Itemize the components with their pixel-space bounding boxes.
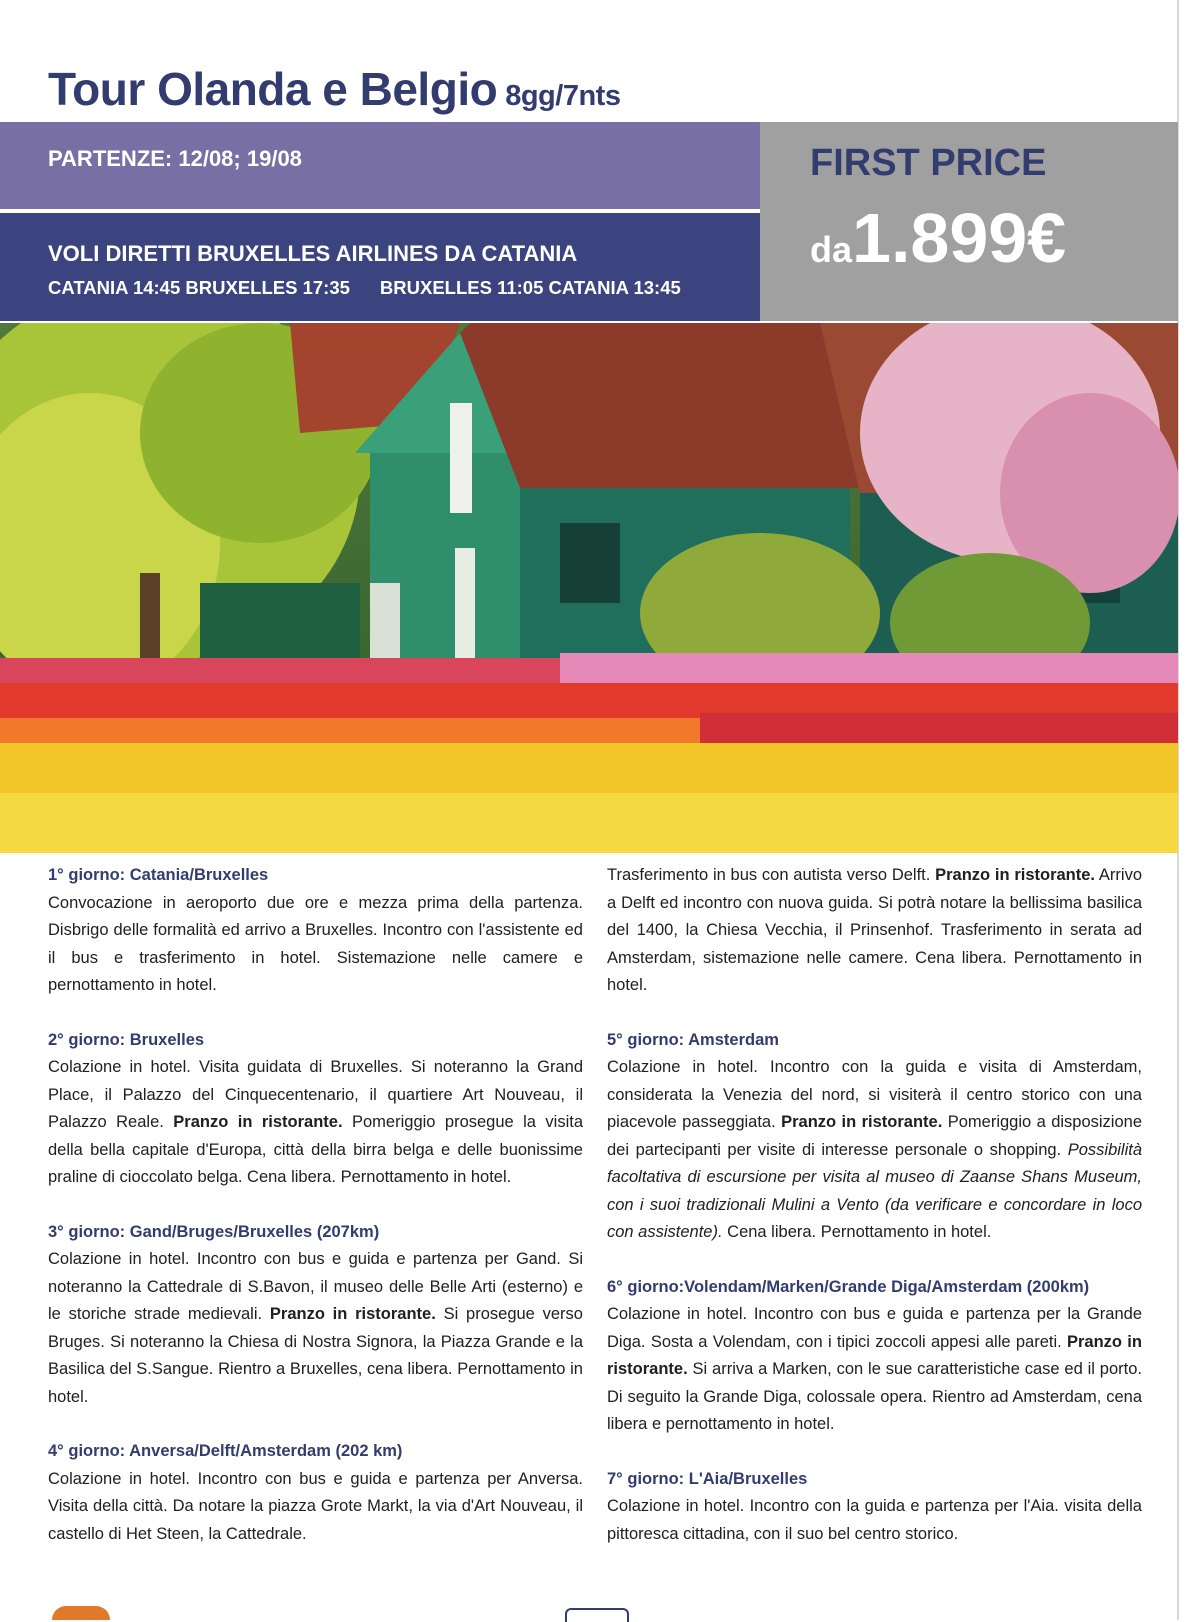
day-7-title: 7° giorno: L'Aia/Bruxelles	[607, 1469, 808, 1488]
day-4-cont-b: Arrivo a Delft ed incontro con nuova guida. Si potrà notare la bellissima basilica del 1400, la Chiesa Vecchia, il Prinsenhof. Trasferimento in serata ad Amsterdam, sistemazione nelle camere. Cena libera. Pernottamento in hotel.	[607, 866, 1142, 994]
day-5-lunch: Pranzo in ristorante.	[781, 1113, 943, 1131]
flight-return: BRUXELLES 11:05 CATANIA 13:45	[379, 277, 681, 298]
day-5-text-a: Colazione in hotel. Incontro con la guida e visita di Amsterdam, considerata la Venezia del nord, si visiterà il centro storico con una piacevole passeggiata.	[607, 1058, 1142, 1131]
day-7	[607, 1466, 1142, 1549]
day-4-lunch: Pranzo in ristorante.	[935, 866, 1096, 884]
day-4-text: Colazione in hotel. Incontro con bus e guida e partenza per Anversa. Visita della città. Da notare la piazza Grote Markt, la via d'Art Nouveau, il castello di Het Steen, la Cattedrale.	[48, 1469, 583, 1543]
footer-logo-icon	[52, 1606, 110, 1620]
day-4-cont-a: Trasferimento in bus con autista verso Delft.	[607, 866, 931, 884]
flights-band	[0, 213, 760, 321]
departures-text: PARTENZE: 12/08; 19/08	[48, 146, 302, 171]
day-3	[48, 1219, 583, 1412]
flight-outbound: CATANIA 14:45 BRUXELLES 17:35	[48, 277, 350, 298]
day-1-text: Convocazione in aeroporto due ore e mezza prima della partenza. Disbrigo delle formalità ed arrivo a Bruxelles. Incontro con l'assistente ed il bus e trasferimento in hotel. Sistemazione nelle camere e pernottamento in hotel.	[48, 893, 583, 994]
day-5-text	[607, 1054, 1142, 1247]
day-6-lunch: Pranzo in ristorante.	[607, 1332, 1142, 1378]
price-value	[810, 198, 1066, 278]
day-3-title: 3° giorno: Gand/Bruges/Bruxelles (207km)	[48, 1222, 380, 1241]
flight-times	[48, 277, 681, 299]
day-2-title: 2° giorno: Bruxelles	[48, 1030, 205, 1049]
day-4	[48, 1438, 583, 1548]
day-3-text	[48, 1246, 583, 1411]
day-6	[607, 1274, 1142, 1439]
price-amount: 1.899€	[852, 199, 1067, 277]
price-box	[760, 122, 1178, 321]
day-2-text-b: Pomeriggio prosegue la visita della bella capitale d'Europa, città della birra belga e delle buonissime praline di cioccolato belga. Cena libera. Pernottamento in hotel.	[48, 1113, 584, 1186]
day-5-text-c: Cena libera. Pernottamento in hotel.	[727, 1223, 992, 1241]
price-prefix: da	[810, 229, 853, 270]
tulip-field-photo	[0, 323, 1178, 853]
tour-title	[48, 62, 620, 116]
day-1-title: 1° giorno: Catania/Bruxelles	[48, 866, 269, 884]
day-4-continued	[607, 862, 1142, 1000]
day-5	[607, 1027, 1142, 1247]
day-4-title: 4° giorno: Anversa/Delft/Amsterdam (202 km)	[48, 1442, 403, 1460]
price-label: FIRST PRICE	[810, 142, 1047, 184]
tour-title-text: Tour Olanda e Belgio	[48, 63, 498, 115]
day-2-text-a: Colazione in hotel. Visita guidata di Bruxelles. Si noteranno la Grand Place, il Palazzo del Cinquecentenario, il quartiere Art Nouveau, il Palazzo Reale.	[48, 1058, 583, 1131]
day-6-text-a: Colazione in hotel. Incontro con bus e guida e partenza per la Grande Diga. Sosta a Volendam, con i tipici zoccoli appesi alle pareti.	[607, 1305, 1142, 1351]
day-3-lunch: Pranzo in ristorante.	[269, 1305, 436, 1323]
day-4-cont-text	[607, 862, 1142, 1000]
day-5-optional: Possibilità facoltativa di escursione per visita al museo di Zaanse Shans Museum, con i suoi tradizionali Mulini a Vento (da verificare e concordare in loco con assistente).	[607, 1140, 1143, 1241]
day-3-text-a: Colazione in hotel. Incontro con bus e guida e partenza per Gand. Si noteranno la Cattedrale di S.Bavon, il museo delle Belle Arti (esterno) e le storiche strade medievali.	[48, 1250, 583, 1323]
day-6-title: 6° giorno:Volendam/Marken/Grande Diga/Amsterdam (200km)	[607, 1277, 1090, 1296]
day-2	[48, 1027, 583, 1192]
day-6-text-b: Si arriva a Marken, con le sue caratteristiche case ed il porto. Di seguito la Grande Diga, colossale opera. Rientro ad Amsterdam, cena libera e pernottamento in hotel.	[607, 1360, 1142, 1433]
flights-heading: VOLI DIRETTI BRUXELLES AIRLINES DA CATANIA	[48, 241, 578, 266]
day-2-text	[48, 1054, 583, 1192]
day-5-text-b: Pomeriggio a disposizione dei partecipanti per visite di interesse personale o shopping.	[607, 1113, 1142, 1159]
itinerary-right-column	[607, 862, 1142, 1575]
tulip-field-illustration	[0, 323, 1178, 853]
itinerary-left-column	[48, 862, 583, 1575]
day-5-title: 5° giorno: Amsterdam	[607, 1030, 779, 1049]
day-2-lunch: Pranzo in ristorante.	[173, 1113, 343, 1131]
day-6-text	[607, 1301, 1142, 1439]
day-3-text-b: Si prosegue verso Bruges. Si noteranno la Chiesa di Nostra Signora, la Piazza Grande e la Basilica del S.Sangue. Rientro a Bruxelles, cena libera. Pernottamento in hotel.	[48, 1305, 583, 1406]
departures-band	[0, 122, 760, 209]
day-7-text: Colazione in hotel. Incontro con la guida e partenza per l'Aia. visita della pittoresca cittadina, con il suo bel centro storico.	[607, 1497, 1142, 1543]
tour-duration: 8gg/7nts	[505, 80, 621, 112]
day-1	[48, 862, 583, 1000]
